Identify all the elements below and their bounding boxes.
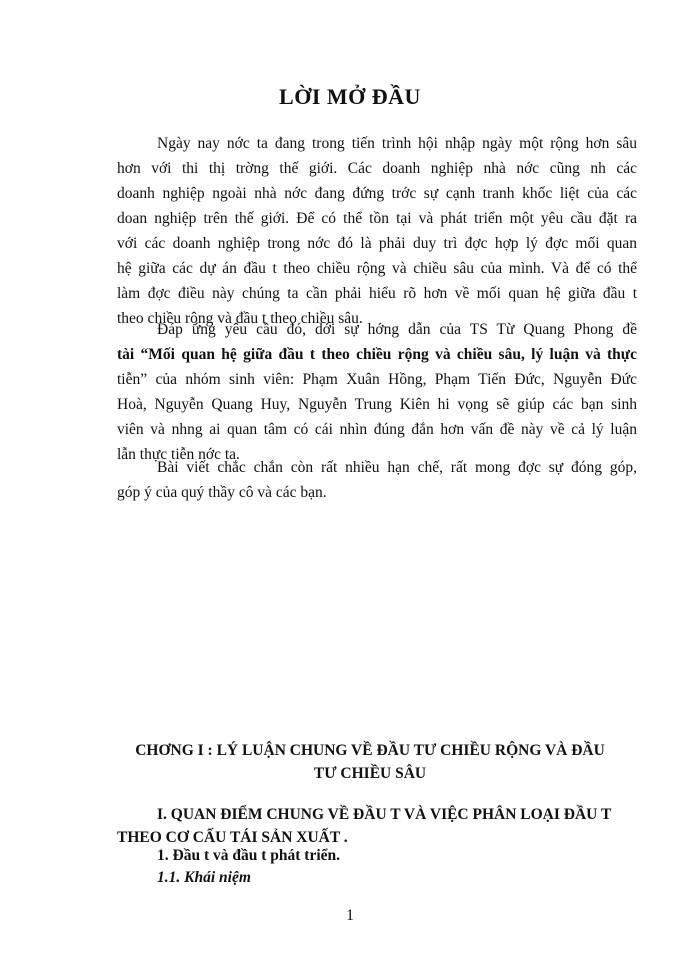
intro-paragraph-3 — [117, 455, 637, 505]
section-heading-I-continued: THEO CƠ CẤU TÁI SẢN XUẤT . — [117, 829, 348, 846]
intro-paragraph-1 — [117, 131, 637, 331]
paragraph-line: Ngày nay nớc ta đang trong tiến trình hội nhập ngày một rộng hơn sâu — [157, 135, 637, 152]
paragraph-line: tiễn” của nhóm sinh viên: Phạm Xuân Hồng, Phạm Tiến Đức, Nguyễn Đức — [117, 371, 637, 388]
page-title: LỜI MỞ ĐẦU — [279, 84, 421, 109]
section-heading-1-1: 1.1. Khái niệm — [157, 869, 251, 886]
paragraph-line: tài “Mối quan hệ giữa đầu t theo chiều rộng và chiều sâu, lý luận và thực — [117, 346, 637, 363]
paragraph-line: góp ý của quý thầy cô và các bạn. — [117, 484, 327, 501]
paragraph-line: lẫn thực tiễn nớc ta. — [117, 446, 240, 463]
section-heading-I: I. QUAN ĐIỂM CHUNG VỀ ĐẦU T VÀ VIỆC PHÂN LOẠI ĐẦU T — [157, 806, 612, 823]
paragraph-line: với các doanh nghiệp trong nớc đó là phải duy trì đợc hợp lý đợc mối quan — [117, 235, 637, 252]
paragraph-line: viên và nhng ai quan tâm có cái nhìn đúng đắn hơn vấn đề này về cả lý luận — [117, 421, 637, 438]
paragraph-line: doan nghiệp trên thế giới. Để có thể tồn tại và phát triển một yêu cầu đặt ra — [117, 210, 637, 227]
paragraph-line: làm đợc điều này chúng ta cần phải hiểu rõ hơn về mối quan hệ giữa đầu t — [117, 285, 637, 302]
paragraph-line: theo chiều rộng và đầu t theo chiều sâu. — [117, 310, 363, 327]
paragraph-line: Đáp ứng yêu cầu đó, dới sự hớng dẫn của TS Từ Quang Phong đề — [157, 321, 637, 338]
chapter-heading-line: TƯ CHIỀU SÂU — [313, 765, 427, 782]
section-heading-1: 1. Đầu t và đầu t phát triển. — [157, 847, 341, 864]
paragraph-line: hệ giữa các dự án đầu t theo chiều rộng và chiều sâu của mình. Và để có thể — [117, 260, 637, 277]
page-number: 1 — [346, 907, 354, 924]
chapter-heading — [90, 739, 650, 785]
chapter-heading-line: CHƠNG I : LÝ LUẬN CHUNG VỀ ĐẦU TƯ CHIỀU RỘNG VÀ ĐẦU — [135, 742, 605, 759]
paragraph-line: hơn với thi thị trờng thế giới. Các doanh nghiệp nhà nớc cũng nh các — [117, 160, 637, 177]
paragraph-line: Bài viết chắc chắn còn rất nhiều hạn chế, rất mong đợc sự đóng góp, — [157, 459, 637, 476]
paragraph-line: Hoà, Nguyễn Quang Huy, Nguyễn Trung Kiên hi vọng sẽ giúp các bạn sinh — [117, 396, 637, 413]
paragraph-line: doanh nghiệp ngoài nhà nớc đang đứng trớc sự cạnh tranh khốc liệt của các — [117, 185, 637, 202]
intro-paragraph-2 — [117, 317, 637, 467]
